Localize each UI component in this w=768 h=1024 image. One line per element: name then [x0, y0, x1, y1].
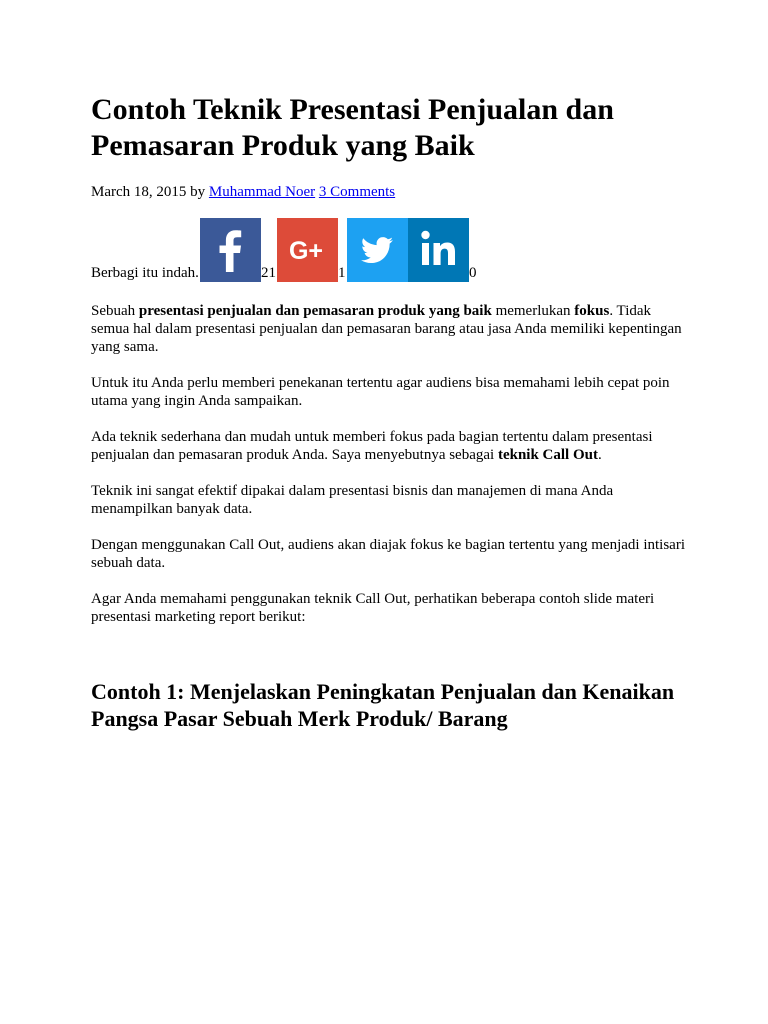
paragraph-text: .	[597, 447, 602, 463]
paragraph-text: Ada teknik sederhana dan mudah untuk memberi fokus pada bagian tertentu dalam presentasi penjualan dan pemasaran produk Anda. Saya menyebutnya sebagai	[91, 429, 653, 463]
bold-phrase: teknik Call Out	[497, 447, 598, 463]
facebook-icon	[200, 218, 261, 282]
paragraph: Agar Anda memahami penggunakan teknik Call Out, perhatikan beberapa contoh slide materi presentasi marketing report berikut:	[91, 591, 655, 625]
facebook-share-button[interactable]	[200, 218, 261, 282]
post-date: March 18, 2015	[91, 184, 187, 200]
facebook-share-count: 21	[261, 265, 276, 281]
by-label: by	[190, 184, 206, 200]
comments-link[interactable]: 3 Comments	[318, 184, 396, 200]
linkedin-share-count: 0	[469, 265, 477, 281]
share-bar	[91, 218, 691, 282]
twitter-share-button[interactable]	[347, 218, 408, 282]
linkedin-share-button[interactable]	[408, 218, 469, 282]
googleplus-share-button[interactable]	[277, 218, 338, 282]
paragraph	[91, 302, 686, 356]
googleplus-icon	[277, 218, 338, 282]
bold-phrase: fokus	[574, 303, 610, 319]
paragraph: Dengan menggunakan Call Out, audiens akan diajak fokus ke bagian tertentu yang menjadi intisari sebuah data.	[91, 537, 685, 571]
paragraph-text: Sebuah	[91, 303, 139, 319]
svg-text:G+: G+	[288, 237, 324, 265]
author-link[interactable]: Muhammad Noer	[208, 184, 316, 200]
twitter-icon	[347, 218, 408, 282]
paragraph: Untuk itu Anda perlu memberi penekanan tertentu agar audiens bisa memahami lebih cepat poin utama yang ingin Anda sampaikan.	[91, 375, 670, 409]
paragraph	[91, 428, 686, 464]
section-heading: Contoh 1: Menjelaskan Peningkatan Penjualan dan Kenaikan Pangsa Pasar Sebuah Merk Produk/ Barang	[91, 679, 675, 731]
paragraph: Teknik ini sangat efektif dipakai dalam presentasi bisnis dan manajemen di mana Anda menampilkan banyak data.	[91, 483, 614, 517]
article-title: Contoh Teknik Presentasi Penjualan dan Pemasaran Produk yang Baik	[91, 93, 614, 162]
linkedin-icon	[408, 218, 469, 282]
bold-phrase: presentasi penjualan dan pemasaran produk yang baik	[138, 303, 492, 319]
paragraph-text: memerlukan	[491, 303, 575, 319]
googleplus-share-count: 1	[338, 265, 346, 281]
article-meta	[91, 182, 395, 202]
share-label: Berbagi itu indah.	[91, 265, 199, 281]
article-body	[91, 302, 686, 644]
paragraph-text: . Tidak semua hal dalam presentasi penjualan dan pemasaran barang atau jasa Anda memiliki kepentingan yang sama.	[91, 303, 682, 355]
